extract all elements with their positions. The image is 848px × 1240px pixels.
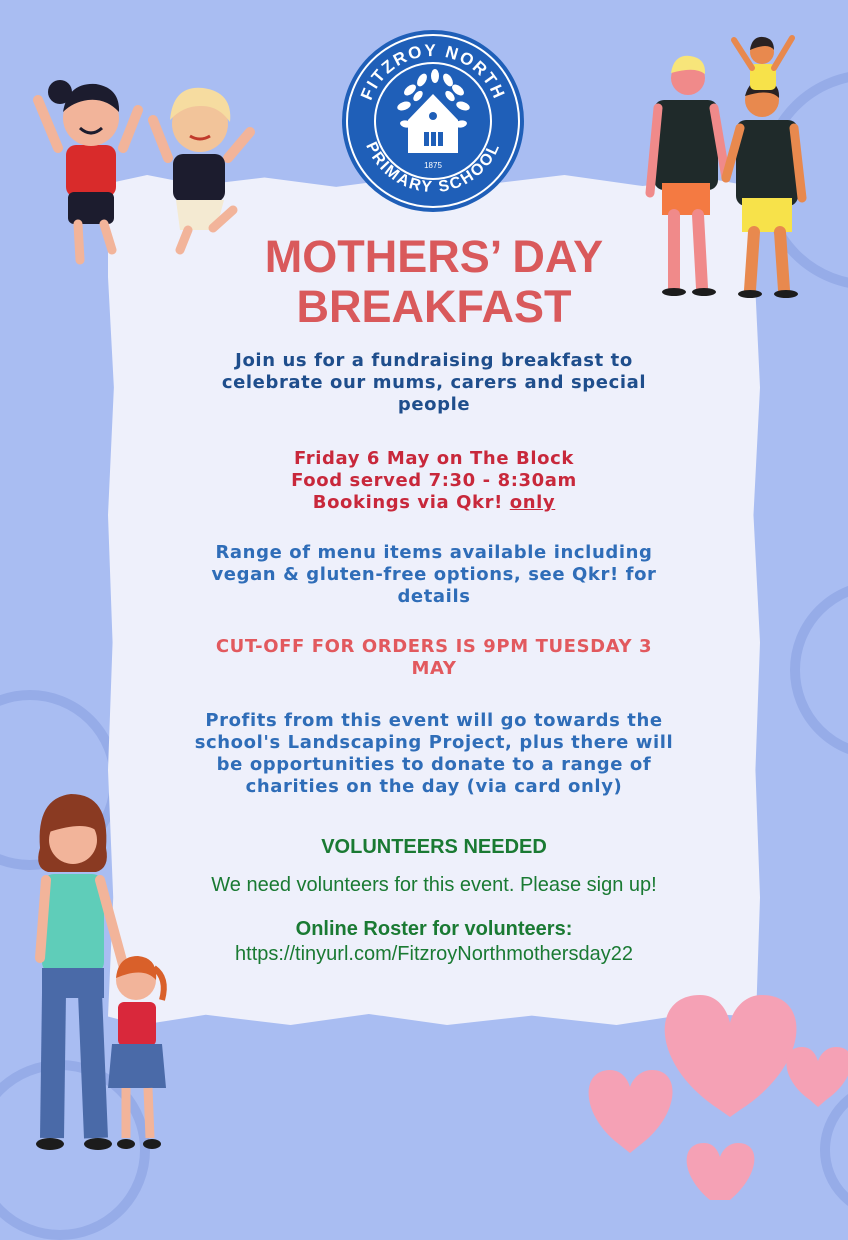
- event-details: Friday 6 May on The Block Food served 7:30 - 8:30am Bookings via Qkr! only: [291, 448, 577, 513]
- cutoff-notice: CUT-OFF FOR ORDERS IS 9PM TUESDAY 3 MAY: [215, 636, 653, 679]
- jumping-kids-illustration: [28, 70, 268, 280]
- volunteers-section: [160, 834, 708, 966]
- svg-text:1875: 1875: [424, 161, 442, 170]
- svg-text:PRIMARY SCHOOL: PRIMARY SCHOOL: [362, 139, 504, 197]
- volunteers-text: We need volunteers for this event. Please sign up!: [211, 874, 657, 896]
- roster-label: Online Roster for volunteers:: [295, 918, 573, 940]
- mother-child-illustration: [26, 788, 186, 1158]
- heart-icon: [589, 1070, 673, 1153]
- family-illustration: [640, 28, 820, 308]
- profits-info: Profits from this event will go towards the school's Landscaping Project, plus there will be opportunities to donate to a range of charities on the day (via card only): [194, 710, 674, 797]
- roster-link[interactable]: https://tinyurl.com/FitzroyNorthmothersday22: [235, 943, 633, 965]
- school-logo: [340, 28, 526, 214]
- heart-icon: [687, 1143, 755, 1200]
- heart-icon: [786, 1047, 848, 1107]
- background-arc: [790, 580, 848, 760]
- menu-info: Range of menu items available including vegan & gluten-free options, see Qkr! for details: [211, 542, 657, 607]
- volunteers-heading: VOLUNTEERS NEEDED: [321, 836, 547, 858]
- hearts-decoration: [570, 975, 848, 1200]
- page-title: MOTHERS’ DAY BREAKFAST: [264, 231, 604, 332]
- intro-text: Join us for a fundraising breakfast to celebrate our mums, carers and special people: [221, 350, 647, 415]
- heart-icon: [665, 995, 797, 1117]
- svg-text:FITZROY NORTH: FITZROY NORTH: [357, 40, 509, 103]
